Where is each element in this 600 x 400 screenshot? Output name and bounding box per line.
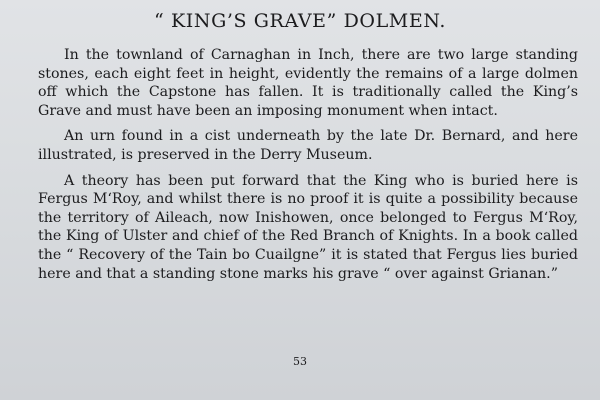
page-title: “ KING’S GRAVE” DOLMEN. — [154, 10, 446, 32]
body-text — [38, 46, 578, 290]
paragraph-1: In the townland of Carnaghan in Inch, there are two large standing stones, each eight feet in height, evidently the remains of a large dolmen off which the Capstone has fallen. It is traditionally called the King’s Grave and must have been an imposing monument when intact. — [38, 47, 578, 119]
page-number: 53 — [293, 355, 307, 368]
paragraph-3: A theory has been put forward that the King who is buried here is Fergus M‘Roy, and whilst there is no proof it is quite a possibility because the territory of Aileach, now Inishowen, once belonged to Fergus M‘Roy, the King of Ulster and chief of the Red Branch of Knights. In a book called the “ Recovery of the Tain bo Cuailgne” it is stated that Fergus lies buried here and that a standing stone marks his grave “ over against Grianan.” — [38, 172, 578, 282]
paragraph-2: An urn found in a cist underneath by the late Dr. Bernard, and here illustrated, is preserved in the Derry Museum. — [38, 128, 578, 163]
